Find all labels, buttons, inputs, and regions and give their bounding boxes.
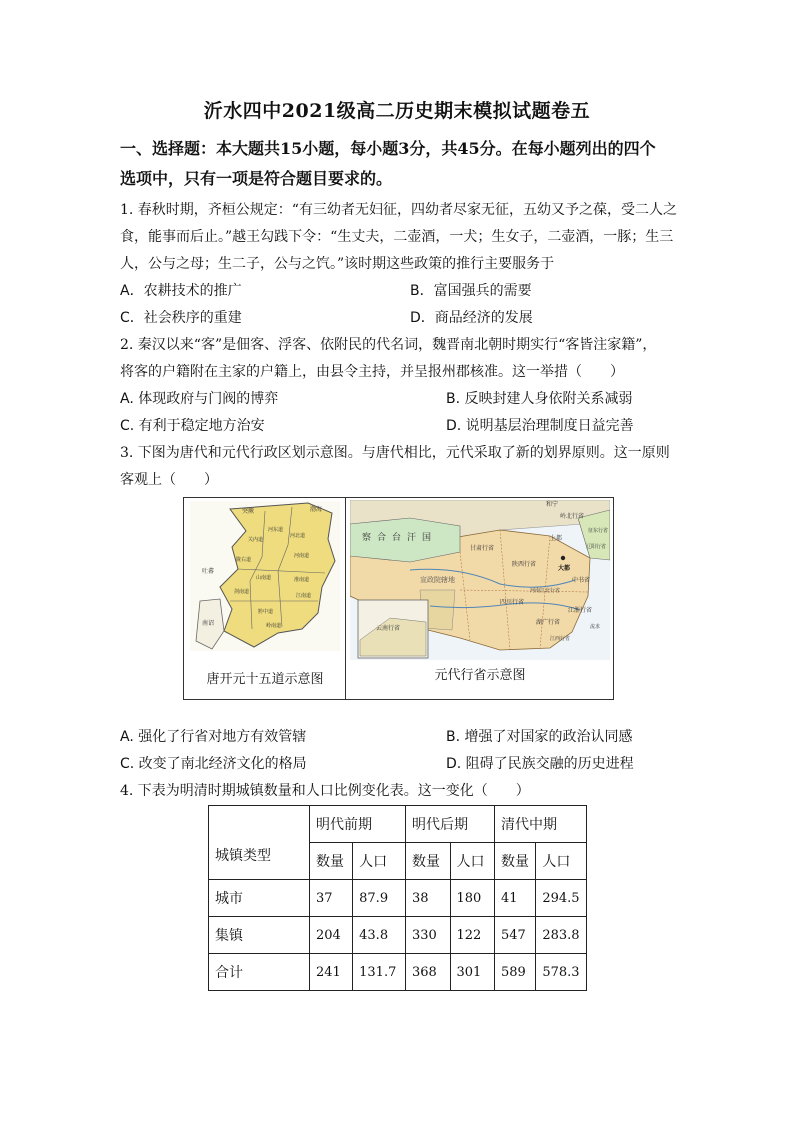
tang-label-tubo: 吐蕃 xyxy=(202,568,215,575)
table-subheader: 数量 xyxy=(310,843,353,880)
table-subheader: 人口 xyxy=(450,843,495,880)
map-left-caption: 唐开元十五道示意图 xyxy=(206,672,324,687)
q1-option-a[interactable]: A．农耕技术的推广 xyxy=(120,283,242,299)
yuan-label-liuqiu: 流求 xyxy=(590,624,601,630)
table-cell: 283.8 xyxy=(536,917,587,954)
tang-label-hebei: 河北道 xyxy=(290,533,306,539)
yuan-label-zhongshu: 中书省 xyxy=(572,577,591,584)
q4-line: 4. 下表为明清时期城镇数量和人口比例变化表。这一变化（ ） xyxy=(120,783,530,799)
q1-line-1: 1. 春秋时期，齐桓公规定：“有三幼者无妇征，四幼者尽家无征，五幼又予之葆，受二人之 xyxy=(120,202,677,218)
table-cell: 294.5 xyxy=(536,880,587,917)
table-row xyxy=(209,917,587,954)
q2-option-d[interactable]: D. 说明基层治理制度日益完善 xyxy=(446,418,634,434)
q1-option-c[interactable]: C．社会秩序的重建 xyxy=(120,310,242,326)
table-cell: 37 xyxy=(310,880,353,917)
tang-label-jiangnan: 江南道 xyxy=(296,593,312,599)
table-cell: 38 xyxy=(406,880,451,917)
tang-label-lingnan: 岭南道 xyxy=(266,623,282,629)
table-cell: 43.8 xyxy=(353,917,406,954)
table-cell: 547 xyxy=(495,917,536,954)
map-right-caption: 元代行省示意图 xyxy=(434,668,526,683)
yuan-label-gansu: 甘肃行省 xyxy=(470,545,495,552)
yuan-label-dadu: 大都 xyxy=(558,565,571,572)
table-header-period: 明代前期 xyxy=(310,806,406,843)
table-row xyxy=(209,880,587,917)
q2-line-2: 将客的户籍附在主家的户籍上，由县令主持，并呈报州郡核准。这一举措（ ） xyxy=(120,364,624,380)
tang-label-jiannan: 剑南道 xyxy=(234,589,250,595)
tang-label-nanzhao: 南诏 xyxy=(202,620,215,627)
row-label: 集镇 xyxy=(209,917,310,954)
yuan-label-huguang: 湖广行省 xyxy=(536,619,561,626)
tang-label-qianzhong: 黔中道 xyxy=(258,609,274,615)
table-subheader: 数量 xyxy=(495,843,536,880)
yuan-label-jiangzhe: 江浙行省 xyxy=(568,607,593,614)
q1-option-d[interactable]: D．商品经济的发展 xyxy=(410,310,533,326)
city-population-table xyxy=(208,805,587,991)
table-subheader: 数量 xyxy=(406,843,451,880)
tang-label-tujue: 突厥 xyxy=(242,508,255,515)
table-header-period: 明代后期 xyxy=(406,806,495,843)
tang-map-image xyxy=(190,501,340,651)
yuan-label-henanjiangbei: 河南江北行省 xyxy=(530,588,561,594)
row-label: 城市 xyxy=(209,880,310,917)
tang-label-longyou: 陇右道 xyxy=(236,557,252,563)
page-title: 沂水四中2021级高二历史期末模拟试题卷五 xyxy=(203,100,591,122)
q3-option-a[interactable]: A. 强化了行省对地方有效管辖 xyxy=(120,729,307,745)
table-cell: 241 xyxy=(310,954,353,991)
table-cell: 589 xyxy=(495,954,536,991)
yuan-map-image xyxy=(350,500,610,660)
table-cell: 330 xyxy=(406,917,451,954)
section-heading-line2: 选项中，只有一项是符合题目要求的。 xyxy=(120,169,393,188)
table-header-period: 清代中期 xyxy=(495,806,587,843)
yuan-label-liaoyang: 辽阳行省 xyxy=(586,544,607,550)
q3-line-1: 3. 下图为唐代和元代行政区划示意图。与唐代相比，元代采取了新的划界原则。这一原则 xyxy=(120,445,670,461)
tang-label-huainan: 淮南道 xyxy=(294,577,310,583)
yuan-label-sichuan: 四川行省 xyxy=(500,599,525,606)
yuan-label-shaanxi: 陕西行省 xyxy=(512,561,537,568)
q2-line-1: 2. 秦汉以来“客”是佃客、浮客、依附民的代名词，魏晋南北朝时期实行“客皆注家籍”， xyxy=(120,337,657,353)
q2-option-c[interactable]: C. 有利于稳定地方治安 xyxy=(120,418,265,434)
table-cell: 368 xyxy=(406,954,451,991)
q3-option-d[interactable]: D. 阻碍了民族交融的历史进程 xyxy=(446,756,634,772)
table-cell: 41 xyxy=(495,880,536,917)
table-subheader: 人口 xyxy=(536,843,587,880)
q1-line-3: 人，公与之母；生二子，公与之饩。”该时期这些政策的推行主要服务于 xyxy=(120,256,555,272)
tang-label-henan: 河南道 xyxy=(294,553,310,559)
tang-label-bohai: 渤海 xyxy=(310,506,323,513)
yuan-label-chagatai: 察合台汗国 xyxy=(362,533,438,543)
table-subheader: 人口 xyxy=(353,843,406,880)
table-cell: 204 xyxy=(310,917,353,954)
table-header-type: 城镇类型 xyxy=(209,806,310,880)
q3-option-b[interactable]: B. 增强了对国家的政治认同感 xyxy=(446,729,633,745)
map-divider xyxy=(345,497,346,700)
q1-option-b[interactable]: B．富国强兵的需要 xyxy=(410,283,532,299)
yuan-label-xuanzhengyuan: 宣政院辖地 xyxy=(420,576,455,584)
table-cell: 131.7 xyxy=(353,954,406,991)
q2-option-a[interactable]: A. 体现政府与门阀的博弈 xyxy=(120,391,279,407)
yuan-label-jiangxi: 江西行省 xyxy=(550,636,571,642)
tang-label-hedong: 河东道 xyxy=(268,527,284,533)
table-cell: 122 xyxy=(450,917,495,954)
yuan-label-shangdu: 上都 xyxy=(550,535,563,542)
q1-line-2: 食，能事而后止。”越王勾践下令：“生丈夫，二壶酒，一犬；生女子，二壶酒，一豚；生三 xyxy=(120,229,674,245)
table-cell: 87.9 xyxy=(353,880,406,917)
q3-line-2: 客观上（ ） xyxy=(120,472,218,488)
table-cell: 301 xyxy=(450,954,495,991)
section-heading-line1: 一、选择题：本大题共15小题，每小题3分，共45分。在每小题列出的四个 xyxy=(120,139,656,158)
row-label: 合计 xyxy=(209,954,310,991)
table-cell: 578.3 xyxy=(536,954,587,991)
q2-option-b[interactable]: B. 反映封建人身依附关系减弱 xyxy=(446,391,633,407)
table-row xyxy=(209,954,587,991)
q3-option-c[interactable]: C. 改变了南北经济文化的格局 xyxy=(120,756,307,772)
yuan-label-lingbei: 岭北行省 xyxy=(560,513,585,520)
tang-label-guannei: 关内道 xyxy=(248,537,264,543)
yuan-label-yunnan: 云南行省 xyxy=(376,625,401,632)
tang-label-shannan: 山南道 xyxy=(256,575,272,581)
yuan-label-zhengdong: 征东行省 xyxy=(588,528,609,534)
yuan-label-hening: 和宁 xyxy=(546,501,559,508)
table-cell: 180 xyxy=(450,880,495,917)
